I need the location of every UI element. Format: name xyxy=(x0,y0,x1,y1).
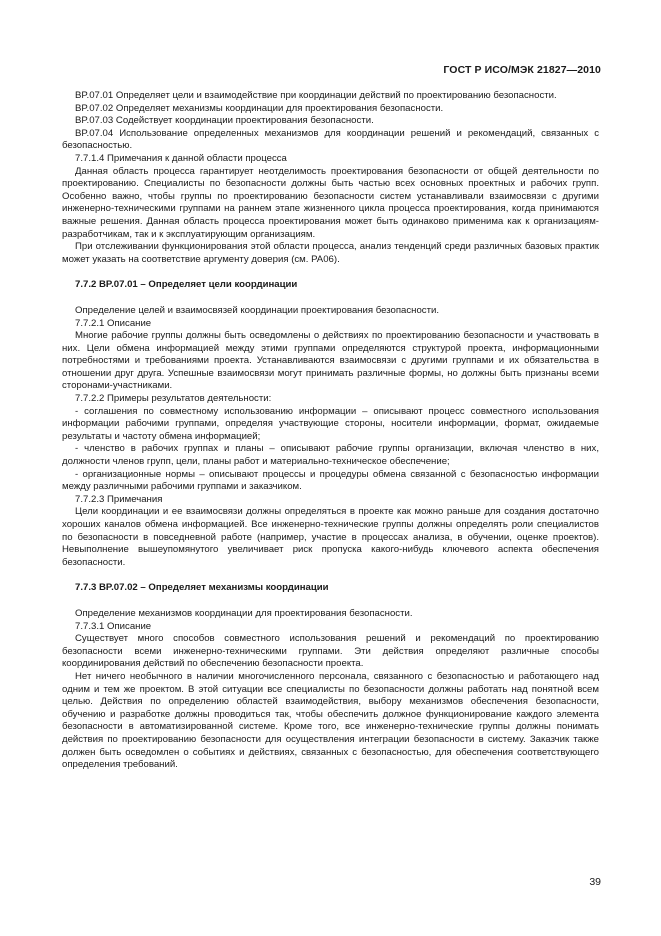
body-paragraph: Нет ничего необычного в наличии многочисленного персонала, связанного с безопасностью и работающего над одним и тем же проектом. В этой ситуации все специалисты по безопасности должны работать над понятной всем целью. Действия по определению областей взаимодействия, выбору механизмов обеспечения безопасности, обучению и разработке должны проводиться так, чтобы обеспечить должное функционирование каждого элемента безопасности в автоматизированной системе. Кроме того, все инженерно-технические группы должны понимать действия по проектированию безопасности для осуществления интеграции безопасности в систему. Заказчик также должен быть осведомлен о событиях и действиях, связанных с безопасностью, для обеспечения соответствующего определения требований. xyxy=(62,670,599,771)
document-code-header: ГОСТ Р ИСО/МЭК 21827—2010 xyxy=(443,64,601,76)
list-item: - соглашения по совместному использованию информации – описывают процесс совместного использования информации рабочими группами, определяя участвующие стороны, носители информации, формат, ожидаемые результаты и частоту обмена информацией; xyxy=(62,405,599,442)
body-paragraph: Цели координации и ее взаимосвязи должны определяться в проекте как можно раньше для создания достаточно хороших каналов обмена информацией. Все инженерно-технические группы должны определять роли специалистов по безопасности в повседневной работе (например, участие в процессах анализа, в обучении, оценке проектов). Невыполнение вышеупомянутого увеличивает риск пропуска какого-нибудь ключевого аспекта обеспечения безопасности. xyxy=(62,506,599,568)
base-practice-item: BP.07.03 Содействует координации проектирования безопасности. xyxy=(75,115,374,127)
base-practice-item: BP.07.02 Определяет механизмы координации для проектирования безопасности. xyxy=(75,102,444,114)
base-practice-item: BP.07.04 Использование определенных механизмов для координации решений и рекомендаций, связанных с безопасностью. xyxy=(62,127,599,152)
list-item: - организационные нормы – описывают процессы и процедуры обмена связанной с безопасностью информации между различными рабочими группами и заказчиком. xyxy=(62,468,599,493)
section-heading: 7.7.2 BP.07.01 – Определяет цели координации xyxy=(75,279,298,291)
body-paragraph: При отслеживании функционирования этой области процесса, анализ тенденций среди различных базовых практик может указать на соответствие аргументу доверия (см. PA06). xyxy=(62,241,599,265)
page-body xyxy=(62,90,599,772)
subsection-title: 7.7.2.2 Примеры результатов деятельности: xyxy=(75,393,272,405)
body-paragraph: Определение целей и взаимосвязей координации проектирования безопасности. xyxy=(75,304,440,316)
subsection-title: 7.7.1.4 Примечания к данной области процесса xyxy=(75,152,287,164)
body-paragraph: Данная область процесса гарантирует неотделимость проектирования безопасности от общей деятельности по проектированию. Специалисты по безопасности должны быть частью всех основных проектных и рабочих групп. Особенно важно, чтобы группы по проектированию безопасности систем устанавливали взаимосвязи с другими инженерно-техническими группами на раннем этапе жизненного цикла процесса проектирования, когда принимаются важные решения. Данная область процесса проектирования может быть одинаково применима как к организациям-разработчикам, так и к эксплуатирующим организациям. xyxy=(62,165,599,240)
page-number: 39 xyxy=(589,876,601,888)
list-item: - членство в рабочих группах и планы – описывают рабочие группы организации, включая членство в них, должности членов групп, цели, планы работ и материально-техническое обеспечение; xyxy=(62,443,599,468)
subsection-title: 7.7.2.3 Примечания xyxy=(75,493,163,505)
body-paragraph: Многие рабочие группы должны быть осведомлены о действиях по проектированию безопасности и участвовать в них. Цели обмена информацией между этими группами определяются структурой проекта, информационными потребностями и требованиями проекта. Устанавливаются взаимосвязи с другими группами и их обязательства в отношении друг друга. Успешные взаимосвязи могут принимать различные формы, но должны быть признаны всеми сторонами-участниками. xyxy=(62,330,599,392)
subsection-title: 7.7.2.1 Описание xyxy=(75,317,152,329)
body-paragraph: Существует много способов совместного использования решений и рекомендаций по проектированию безопасности всеми инженерно-техническими группами. Эти действия определяют различные способы координирования действий по обеспечению безопасности проекта. xyxy=(62,633,599,670)
base-practice-item: BP.07.01 Определяет цели и взаимодействие при координации действий по проектированию безопасности. xyxy=(75,90,557,101)
body-paragraph: Определение механизмов координации для проектирования безопасности. xyxy=(75,607,413,619)
subsection-title: 7.7.3.1 Описание xyxy=(75,620,152,632)
section-heading: 7.7.3 BP.07.02 – Определяет механизмы координации xyxy=(75,582,329,594)
